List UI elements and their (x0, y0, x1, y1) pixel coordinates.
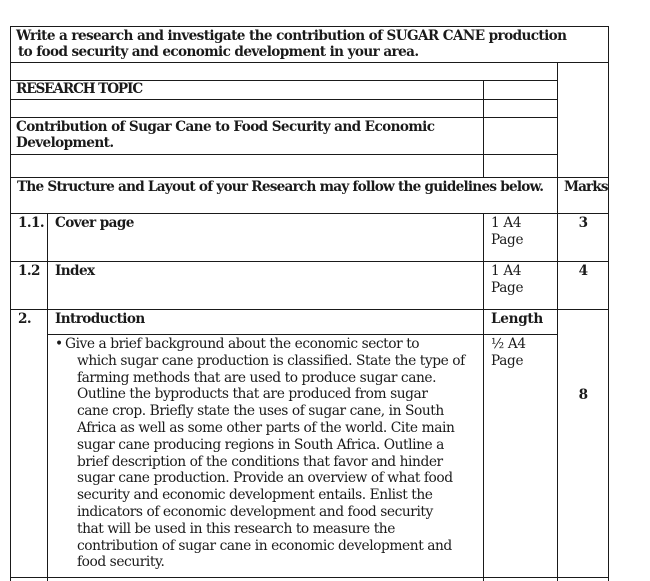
row-number: 1.1. (18, 215, 44, 231)
description-line: sugar cane producing regions in South Africa. Outline a (77, 436, 444, 453)
row-marks: 4 (578, 263, 588, 279)
description-line: that will be used in this research to measure the (77, 520, 395, 537)
research-topic-title-line-1: Contribution of Sugar Cane to Food Security and Economic (16, 119, 435, 135)
row-length-line-2: Page (491, 280, 524, 296)
divider (10, 577, 609, 578)
row-length-line-2: Page (491, 232, 524, 248)
instruction-line-1: Write a research and investigate the contribution of SUGAR CANE production (16, 28, 567, 44)
row-section: Introduction (55, 311, 145, 327)
row-length-line-2: Page (491, 353, 524, 369)
description-line: Give a brief background about the economic sector to (65, 336, 420, 352)
description-line: cane crop. Briefly state the uses of sugar cane, in South (77, 403, 444, 420)
length-column-divider (483, 80, 484, 178)
length-header: Length (491, 311, 543, 327)
description-line: contribution of sugar cane in economic development and (77, 537, 452, 554)
description-line: indicators of economic development and food security (77, 504, 433, 520)
row-length-line-1: 1 A4 (491, 215, 522, 231)
row-length-line-1: 1 A4 (491, 263, 522, 279)
length-column-divider (483, 213, 484, 581)
description-line: Outline the byproducts that are produced from sugar (77, 386, 428, 403)
divider (10, 154, 558, 155)
description-line: farming methods that are used to produce sugar cane. (77, 369, 437, 386)
row-section: Index (55, 263, 95, 279)
research-topic-label: RESEARCH TOPIC (16, 81, 143, 97)
row-marks: 3 (578, 215, 588, 231)
row-marks: 8 (578, 387, 588, 403)
structure-header: The Structure and Layout of your Research may follow the guidelines below. (17, 179, 544, 195)
row-length-line-1: ½ A4 (491, 336, 526, 352)
description-line: food security. (77, 554, 165, 571)
row-number: 2. (18, 311, 31, 327)
instruction-line-2: to food security and economic development in your area. (18, 44, 419, 60)
marks-column-divider (557, 62, 558, 581)
description-line: which sugar cane production is classified. State the type of (77, 352, 465, 369)
divider (10, 62, 609, 63)
research-topic-title-line-2: Development. (16, 135, 114, 151)
marks-header: Marks (564, 179, 608, 195)
description-line: brief description of the conditions that favor and hinder (77, 453, 443, 470)
description-line: Africa as well as some other parts of the world. Cite main (77, 420, 455, 436)
row-section: Cover page (55, 215, 134, 231)
description-line: security and economic development entails. Enlist the (77, 487, 433, 504)
divider (10, 99, 558, 100)
row-number: 1.2 (18, 263, 40, 279)
table-border-right (608, 26, 609, 581)
number-column-divider (47, 213, 48, 581)
bullet-icon: • (55, 336, 63, 352)
description-line: sugar cane production. Provide an overview of what food (77, 470, 453, 487)
table-border-left (10, 26, 11, 581)
